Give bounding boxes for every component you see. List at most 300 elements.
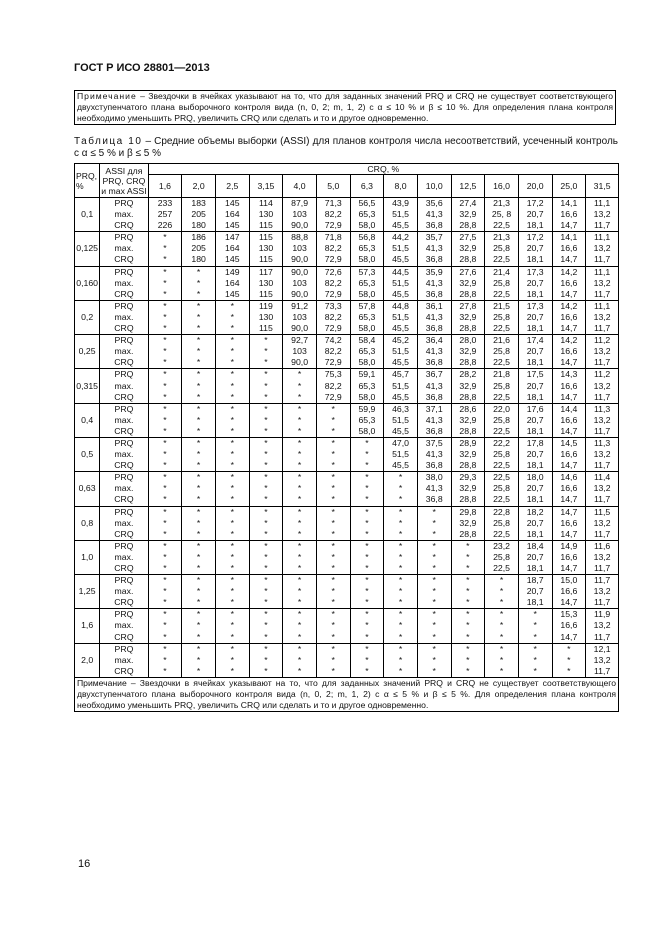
cell-value: 145: [225, 254, 240, 265]
cell-value: *: [264, 472, 268, 483]
cell-value: *: [365, 528, 369, 539]
cell-value: 14,7: [560, 425, 578, 436]
row-type-label: CRQ: [114, 357, 134, 368]
cell-value: 20,7: [526, 517, 544, 528]
cell-value: *: [230, 517, 234, 528]
row-type-labels: [100, 335, 148, 369]
cell-value: *: [230, 597, 234, 608]
row-type-label: max.: [114, 243, 134, 254]
table-cell: [249, 575, 283, 609]
cell-value: *: [196, 323, 201, 334]
cell-value: 20,7: [526, 449, 544, 460]
cell-value: 35,7: [425, 232, 443, 243]
cell-value: *: [297, 620, 302, 631]
cell-value: 36,8: [425, 391, 443, 402]
crq-value-header: 4,0: [283, 175, 317, 198]
table-cell: [485, 403, 519, 437]
cell-value: *: [230, 449, 234, 460]
cell-value: 257: [157, 209, 173, 220]
cell-value: *: [297, 631, 302, 642]
cell-value: *: [196, 311, 201, 322]
cell-value: 16,6: [560, 414, 578, 425]
table-cell: [417, 300, 451, 334]
row-type-label: max.: [114, 414, 134, 425]
cell-value: 28,2: [459, 369, 477, 380]
cell-value: 51,5: [392, 311, 410, 322]
cell-value: 32,9: [459, 277, 477, 288]
table-cell: [552, 437, 586, 471]
cell-value: *: [398, 597, 403, 608]
row-type-label: PRQ: [114, 266, 134, 277]
cell-value: *: [499, 631, 504, 642]
table-cell: [485, 232, 519, 266]
cell-value: *: [432, 665, 436, 676]
prq-value: 0,160: [75, 266, 100, 300]
cell-value: 18,0: [526, 472, 544, 483]
table-cell: [485, 506, 519, 540]
cell-value: 32,9: [459, 243, 477, 254]
cell-value: 14,7: [560, 460, 578, 471]
cell-value: 25,8: [493, 243, 510, 254]
table-cell: [586, 540, 619, 574]
table-cell: [215, 575, 249, 609]
cell-value: 28,8: [459, 460, 477, 471]
cell-value: 13,2: [593, 346, 611, 357]
cell-value: *: [196, 288, 201, 299]
cell-value: 22,5: [493, 472, 510, 483]
cell-value: *: [264, 620, 268, 631]
cell-value: 11,7: [593, 391, 611, 402]
row-type-labels: [100, 437, 148, 471]
table-cell: [148, 266, 182, 300]
table-cell: [316, 335, 350, 369]
cell-value: *: [230, 357, 234, 368]
cell-value: 16,6: [560, 517, 578, 528]
table-cell: [148, 300, 182, 334]
cell-value: *: [196, 277, 201, 288]
table-cell: [249, 472, 283, 506]
cell-value: 22,8: [493, 506, 510, 517]
table-cell: [451, 266, 485, 300]
cell-value: *: [196, 391, 201, 402]
table-cell: [518, 437, 552, 471]
cell-value: 164: [225, 243, 240, 254]
cell-value: 180: [191, 220, 206, 231]
cell-value: 43,9: [392, 198, 410, 208]
table-cell: [552, 266, 586, 300]
cell-value: *: [432, 517, 436, 528]
table-cell: [283, 609, 317, 643]
cell-value: 115: [259, 254, 273, 265]
cell-value: 11,7: [593, 220, 611, 231]
row-type-label: CRQ: [114, 597, 134, 608]
cell-value: *: [264, 506, 268, 517]
row-type-label: PRQ: [114, 643, 134, 654]
row-type-label: max.: [114, 346, 134, 357]
cell-value: 73,3: [324, 300, 342, 311]
cell-value: *: [264, 597, 268, 608]
cell-value: *: [230, 391, 234, 402]
table-cell: [316, 266, 350, 300]
row-type-label: max.: [114, 483, 134, 494]
cell-value: *: [230, 300, 234, 311]
table-cell: [417, 403, 451, 437]
row-type-label: PRQ: [114, 575, 134, 586]
table-row: [75, 300, 619, 334]
cell-value: 14,7: [560, 220, 578, 231]
cell-value: *: [163, 631, 167, 642]
cell-value: 20,7: [526, 586, 544, 597]
cell-value: *: [264, 357, 268, 368]
cell-value: 14,2: [560, 300, 578, 311]
cell-value: 11,7: [593, 597, 611, 608]
table-cell: [249, 437, 283, 471]
cell-value: *: [196, 346, 201, 357]
table-cell: [215, 266, 249, 300]
table-cell: [552, 609, 586, 643]
cell-value: 186: [191, 232, 206, 243]
prq-value: 0,1: [75, 198, 100, 232]
cell-value: 90,0: [291, 357, 309, 368]
cell-value: *: [466, 586, 470, 597]
cell-value: *: [163, 243, 167, 254]
cell-value: *: [466, 609, 470, 620]
cell-value: 13,2: [593, 517, 611, 528]
table-cell: [417, 643, 451, 677]
top-note-text: – Звездочки в ячейках указывают на то, что для заданных значений PRQ и CRQ не существует соответствующего двухступенчатого плана выборочного контроля вида (n, 0, 2; m, 1, 2) с α ≤ 10 % и β ≤ 10 %. Для определения плана контроля необходимо уменьшить PRQ, увеличить CRQ или сделать и то и другое одновременно.: [77, 91, 613, 123]
cell-value: *: [264, 369, 268, 380]
cell-value: 37,5: [425, 437, 443, 448]
crq-value-header: 3,15: [249, 175, 283, 198]
table-cell: [148, 335, 182, 369]
cell-value: *: [196, 369, 201, 380]
cell-value: 11,2: [593, 335, 611, 346]
cell-value: 14,3: [560, 369, 578, 380]
cell-value: *: [230, 380, 234, 391]
cell-value: *: [297, 665, 302, 676]
cell-value: 11,1: [593, 198, 611, 208]
cell-value: 44,2: [392, 232, 410, 243]
cell-value: 28,6: [459, 403, 477, 414]
cell-value: *: [331, 540, 335, 551]
table-cell: [249, 403, 283, 437]
cell-value: 20,7: [526, 551, 544, 562]
table-cell: [417, 506, 451, 540]
cell-value: 18,1: [526, 563, 544, 573]
crq-value-header: 16,0: [485, 175, 519, 198]
row-type-label: PRQ: [114, 506, 134, 517]
cell-value: *: [297, 517, 302, 528]
cell-value: *: [398, 575, 403, 586]
table-cell: [283, 437, 317, 471]
cell-value: 11,9: [593, 609, 611, 620]
cell-value: *: [499, 575, 504, 586]
cell-value: 16,6: [560, 277, 578, 288]
cell-value: *: [264, 449, 268, 460]
cell-value: 14,7: [560, 357, 578, 368]
cell-value: *: [331, 483, 335, 494]
table-cell: [350, 198, 384, 232]
cell-value: 11,3: [593, 403, 611, 414]
cell-value: *: [499, 643, 504, 654]
table-cell: [586, 643, 619, 677]
cell-value: *: [196, 586, 201, 597]
cell-value: 72,9: [324, 391, 342, 402]
cell-value: 32,9: [459, 483, 477, 494]
cell-value: 36,8: [425, 425, 443, 436]
table-cell: [350, 575, 384, 609]
crq-value-header: 2,0: [182, 175, 216, 198]
row-type-label: CRQ: [114, 665, 134, 676]
table-cell: [384, 609, 418, 643]
table-cell: [215, 472, 249, 506]
cell-value: *: [264, 654, 268, 665]
page-number: 16: [78, 858, 91, 870]
cell-value: 45,5: [392, 391, 410, 402]
table-cell: [182, 609, 216, 643]
row-type-label: max.: [114, 449, 134, 460]
cell-value: 11,2: [593, 369, 611, 380]
table-cell: [215, 198, 249, 232]
prq-value: 0,4: [75, 403, 100, 437]
table-cell: [518, 609, 552, 643]
cell-value: *: [331, 620, 335, 631]
table-cell: [350, 437, 384, 471]
row-type-labels: [100, 266, 148, 300]
cell-value: 15,0: [560, 575, 578, 586]
cell-value: *: [533, 654, 537, 665]
table-cell: [485, 643, 519, 677]
cell-value: 46,3: [392, 403, 410, 414]
cell-value: 25,8: [493, 311, 510, 322]
row-type-label: CRQ: [114, 220, 134, 231]
table-cell: [518, 643, 552, 677]
cell-value: *: [297, 437, 302, 448]
table-cell: [384, 198, 418, 232]
row-type-labels: [100, 403, 148, 437]
cell-value: 13,2: [593, 449, 611, 460]
cell-value: 71,3: [324, 198, 342, 208]
cell-value: *: [264, 414, 268, 425]
cell-value: 14,7: [560, 391, 578, 402]
cell-value: 18,1: [526, 528, 544, 539]
table-cell: [148, 198, 182, 232]
prq-value: 1,6: [75, 609, 100, 643]
cell-value: 51,5: [392, 243, 410, 254]
cell-value: 32,9: [459, 414, 477, 425]
table-cell: [283, 232, 317, 266]
cell-value: 14,6: [560, 472, 578, 483]
cell-value: 22,5: [493, 425, 510, 436]
cell-value: 21,3: [493, 232, 510, 243]
table-cell: [249, 300, 283, 334]
table-row: [75, 609, 619, 643]
cell-value: 11,4: [593, 472, 611, 483]
cell-value: 16,6: [560, 346, 578, 357]
cell-value: 28,8: [459, 220, 477, 231]
cell-value: *: [567, 643, 571, 654]
table-cell: [148, 472, 182, 506]
cell-value: *: [264, 575, 268, 586]
table-cell: [249, 232, 283, 266]
cell-value: *: [230, 620, 234, 631]
row-type-label: CRQ: [114, 391, 134, 402]
cell-value: 11,6: [593, 540, 611, 551]
table-cell: [417, 232, 451, 266]
cell-value: *: [466, 620, 470, 631]
cell-value: *: [163, 437, 167, 448]
cell-value: 32,9: [459, 380, 477, 391]
cell-value: 72,9: [324, 357, 342, 368]
cell-value: 11,7: [593, 528, 611, 539]
cell-value: 58,4: [358, 335, 376, 346]
table-row: [75, 403, 619, 437]
cell-value: 205: [191, 209, 206, 220]
table-cell: [518, 506, 552, 540]
table-cell: [518, 198, 552, 232]
cell-value: *: [264, 563, 268, 573]
table-cell: [384, 643, 418, 677]
cell-value: 25,8: [493, 277, 510, 288]
table-caption-text: – Средние объемы выборки (ASSI) для планов контроля числа несоответствий, усеченный контроль с α ≤ 5 % и β ≤ 5 %: [74, 136, 618, 159]
table-cell: [417, 198, 451, 232]
table-cell: [586, 300, 619, 334]
cell-value: 20,7: [526, 311, 544, 322]
top-note: [74, 90, 616, 125]
cell-value: *: [398, 494, 403, 505]
table-cell: [384, 369, 418, 403]
cell-value: *: [163, 563, 167, 573]
cell-value: 18,1: [526, 391, 544, 402]
cell-value: *: [163, 323, 167, 334]
cell-value: 21,3: [493, 198, 510, 208]
cell-value: 16,6: [560, 311, 578, 322]
cell-value: *: [297, 586, 302, 597]
row-type-labels: [100, 540, 148, 574]
table-cell: [283, 266, 317, 300]
crq-header: CRQ, %: [148, 164, 618, 175]
cell-value: *: [297, 391, 302, 402]
cell-value: *: [533, 665, 537, 676]
cell-value: *: [163, 597, 167, 608]
cell-value: 45,5: [392, 254, 410, 265]
cell-value: 16,6: [560, 483, 578, 494]
cell-value: *: [398, 665, 403, 676]
table-cell: [249, 198, 283, 232]
cell-value: *: [163, 460, 167, 471]
cell-value: *: [365, 563, 369, 573]
cell-value: *: [163, 357, 167, 368]
cell-value: 35,6: [425, 198, 443, 208]
table-cell: [451, 198, 485, 232]
cell-value: *: [331, 586, 335, 597]
row-type-label: CRQ: [114, 528, 134, 539]
cell-value: 38,0: [425, 472, 443, 483]
table-cell: [518, 540, 552, 574]
table-cell: [417, 437, 451, 471]
table-cell: [148, 403, 182, 437]
cell-value: 149: [225, 266, 240, 277]
table-cell: [283, 198, 317, 232]
table-row: [75, 437, 619, 471]
table-row: [75, 232, 619, 266]
table-cell: [215, 232, 249, 266]
table-cell: [518, 266, 552, 300]
table-cell: [586, 403, 619, 437]
prq-value: 0,315: [75, 369, 100, 403]
cell-value: 17,8: [526, 437, 544, 448]
cell-value: 13,2: [593, 586, 611, 597]
cell-value: 14,7: [560, 323, 578, 334]
cell-value: *: [264, 494, 268, 505]
cell-value: 71,8: [324, 232, 342, 243]
table-cell: [350, 335, 384, 369]
cell-value: *: [432, 609, 436, 620]
cell-value: 90,0: [291, 220, 309, 231]
table-cell: [417, 540, 451, 574]
table-cell: [316, 575, 350, 609]
cell-value: 11,3: [593, 437, 611, 448]
table-cell: [518, 335, 552, 369]
table-cell: [283, 472, 317, 506]
table-cell: [182, 575, 216, 609]
cell-value: 20,7: [526, 380, 544, 391]
cell-value: 36,8: [425, 494, 443, 505]
cell-value: *: [163, 266, 167, 277]
cell-value: *: [230, 335, 234, 346]
cell-value: 13,2: [593, 414, 611, 425]
cell-value: 16,6: [560, 243, 578, 254]
table-cell: [451, 575, 485, 609]
table-cell: [485, 472, 519, 506]
table-cell: [249, 369, 283, 403]
cell-value: *: [398, 643, 403, 654]
table-cell: [451, 232, 485, 266]
cell-value: *: [163, 277, 167, 288]
cell-value: 12,1: [593, 643, 611, 654]
table-cell: [552, 232, 586, 266]
cell-value: 22,5: [493, 460, 510, 471]
cell-value: *: [432, 654, 436, 665]
cell-value: *: [533, 643, 537, 654]
table-row: [75, 198, 619, 232]
table-cell: [316, 300, 350, 334]
table-cell: [148, 609, 182, 643]
cell-value: 59,1: [358, 369, 376, 380]
cell-value: 32,9: [459, 209, 477, 220]
table-cell: [182, 198, 216, 232]
table-cell: [316, 198, 350, 232]
table-cell: [586, 609, 619, 643]
cell-value: 17,3: [526, 300, 544, 311]
cell-value: *: [163, 425, 167, 436]
cell-value: 11,7: [593, 494, 611, 505]
cell-value: *: [163, 449, 167, 460]
cell-value: *: [567, 654, 571, 665]
row-type-label: max.: [114, 654, 134, 665]
cell-value: 21,4: [493, 266, 510, 277]
cell-value: 14,7: [560, 631, 578, 642]
cell-value: 13,2: [593, 483, 611, 494]
cell-value: *: [297, 414, 302, 425]
cell-value: *: [230, 551, 234, 562]
cell-value: 119: [259, 300, 273, 311]
cell-value: 90,0: [291, 323, 309, 334]
cell-value: *: [398, 609, 403, 620]
cell-value: 18,7: [526, 575, 544, 586]
cell-value: 16,6: [560, 620, 578, 631]
cell-value: *: [365, 654, 369, 665]
